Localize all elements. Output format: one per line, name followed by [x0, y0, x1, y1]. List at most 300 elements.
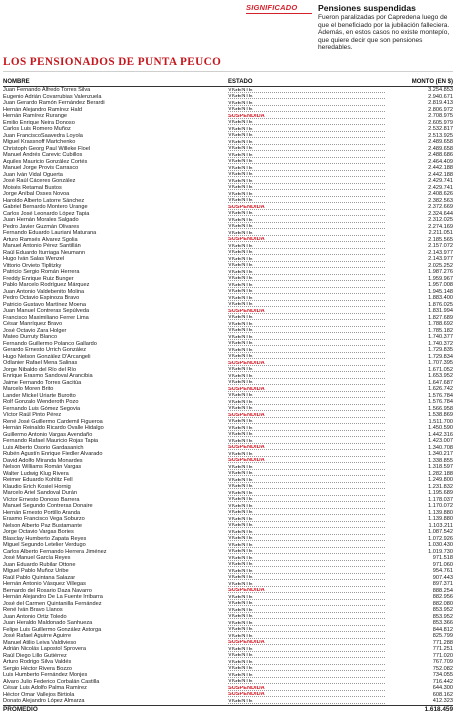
pension-amount: 2.157.072 [428, 243, 453, 249]
pension-status: VIGENTE [228, 393, 385, 398]
pensioner-name: Nelson Alberto Paz Bustamante [3, 522, 82, 529]
pensioner-name: Pedro Javier Guzmán Olivares [3, 223, 80, 230]
pension-status: VIGENTE [228, 276, 385, 281]
pension-status: VIGENTE [228, 432, 385, 437]
pensioner-name: Alvaro Julio Federico Corbalán Castilla [3, 678, 100, 685]
pension-amount: 907.443 [432, 574, 453, 581]
pension-amount: 1.987.276 [428, 269, 453, 275]
pension-status: VIGENTE [228, 582, 385, 587]
pension-amount: 716.442 [432, 678, 453, 685]
pensioner-name: Raúl Pablo Quintana Salazar [3, 574, 76, 581]
pension-amount: 882.080 [432, 600, 453, 607]
pensioner-name: Arturo Rodrigo Silva Valdés [3, 659, 72, 665]
pension-status: VIGENTE [228, 153, 385, 158]
pension-amount: 1.538.869 [428, 412, 453, 418]
pension-amount: 1.876.025 [428, 301, 453, 308]
pensioner-name: Adrián Nicolás Lapostol Sprovera [3, 646, 87, 652]
pension-amount: 2.211.051 [428, 230, 453, 236]
pension-status: VIGENTE [228, 88, 385, 93]
pensioner-name: Juan Fernando Alfredo Torres Silva [3, 87, 91, 93]
pension-status: VIGENTE [228, 673, 385, 678]
pension-amount: 1.442.316 [428, 431, 453, 438]
pensioner-name: Juan Eduardo Rubilar Ottone [3, 561, 76, 568]
pensioner-name: Carlos José Leonardo López Tapia [3, 210, 90, 217]
pension-status: VIGENTE [228, 478, 385, 483]
pension-status: SUSPENDIDA [228, 114, 385, 119]
pensioner-name: Sergio Héctor Rivera Bozzo [3, 665, 73, 672]
pensioner-name: Jaime Fernando Torres Gacitúa [3, 379, 82, 386]
pension-amount: 1.103.211 [428, 522, 453, 529]
average-label: PROMEDIO [3, 706, 38, 713]
pensioner-name: José Raúl Cáceres González [3, 178, 76, 184]
pension-amount: 897.371 [432, 581, 453, 587]
pension-amount: 1.785.182 [428, 327, 453, 334]
pension-amount: 1.740.377 [428, 334, 453, 340]
pension-status: VIGENTE [228, 575, 385, 580]
pension-amount: 1.959.967 [428, 275, 453, 282]
pension-status: VIGENTE [228, 380, 385, 385]
pension-amount: 1.740.372 [428, 340, 453, 347]
pension-status: VIGENTE [228, 653, 385, 658]
pension-status: VIGENTE [228, 146, 385, 151]
pension-amount: 853.952 [432, 613, 453, 620]
column-header-status: ESTADO [228, 79, 253, 85]
pension-amount: 2.708.975 [428, 113, 453, 119]
pensioner-name: Haroldo Alberto Latorre Sánchez [3, 197, 85, 204]
pensioner-name: Juan Heraldo Maldonado Sanhueza [3, 620, 93, 626]
pension-status: VIGENTE [228, 556, 385, 561]
pensioner-name: Miguel Pablo Muñoz Uribe [3, 568, 69, 574]
pensioner-name: Rubén Agustín Enrique Fiedler Alvarado [3, 451, 103, 457]
pension-amount: 2.489.658 [428, 145, 453, 152]
table-body [3, 87, 453, 705]
pension-status: VIGENTE [228, 484, 385, 489]
pension-status: VIGENTE [228, 133, 385, 138]
column-header-name: NOMBRE [3, 79, 30, 85]
pension-status: VIGENTE [228, 406, 385, 411]
pension-status: VIGENTE [228, 374, 385, 379]
pensioner-name: Patricio Gustavo Martínez Moena [3, 301, 87, 308]
pension-amount: 1.831.994 [428, 308, 453, 314]
pension-amount: 608.162 [432, 691, 453, 698]
pension-amount: 1.019.730 [428, 548, 453, 555]
pension-status: VIGENTE [228, 179, 385, 184]
pension-status: VIGENTE [228, 211, 385, 216]
pension-amount: 2.372.669 [428, 204, 453, 210]
pension-status: SUSPENDIDA [228, 205, 385, 210]
pensioner-name: Hernán Reinaldo Ricardo Ovalle Hidalgo [3, 425, 104, 431]
pensioner-name: Miguel Krassnoff Martchenko [3, 139, 76, 145]
pensioner-name: Hernán Antonio Vásquez Villegas [3, 581, 86, 587]
pensioner-name: Manuel Atilio Leiva Valdivieso [3, 639, 77, 646]
pensioner-name: Juan Hernán Morales Salgado [3, 217, 79, 223]
pension-amount: 844.812 [432, 626, 453, 633]
pension-amount: 1.671.052 [428, 366, 453, 373]
pensioner-name: Nelson Williams Román Vargas [3, 464, 82, 470]
pension-status: VIGENTE [228, 660, 385, 665]
pension-status: VIGENTE [228, 218, 385, 223]
pensioner-name: Víctor Raúl Pinto Pérez [3, 412, 62, 418]
pensioner-name: Fernando Guillermo Polanco Gallardo [3, 340, 97, 347]
pension-status: VIGENTE [228, 231, 385, 236]
pension-amount: 767.709 [432, 659, 453, 665]
pension-amount: 412.323 [432, 698, 453, 704]
pensioner-name: Emilio Enrique Neira Donoso [3, 119, 75, 126]
pension-status: SUSPENDIDA [228, 692, 385, 697]
pension-amount: 771.020 [432, 652, 453, 659]
pension-amount: 2.429.741 [428, 178, 453, 184]
pensioner-name: Donato Alejandro López Almarza [3, 698, 85, 704]
pensioner-name: Fernando Rafael Mauricio Rojas Tapia [3, 438, 99, 444]
pensioner-name: Hernán Ernesto Portillo Aranda [3, 509, 81, 516]
column-header-amount: MONTO (EN $) [411, 79, 453, 85]
pensioner-name: Hugo Nelson González D'Arcangeli [3, 353, 91, 360]
pensioner-name: Juan FranciscoSaavedra Loyola [3, 132, 83, 139]
pension-status: VIGENTE [228, 634, 385, 639]
pension-amount: 2.143.977 [428, 256, 453, 262]
pensioner-name: René José Guillermo Cardemil Figueroa [3, 418, 103, 425]
pension-status: VIGENTE [228, 614, 385, 619]
pension-status: VIGENTE [228, 621, 385, 626]
pension-status: VIGENTE [228, 283, 385, 288]
pension-status: VIGENTE [228, 627, 385, 632]
pension-status: VIGENTE [228, 543, 385, 548]
pension-status: SUSPENDIDA [228, 458, 385, 463]
pension-amount: 752.082 [432, 665, 453, 672]
pension-status: VIGENTE [228, 452, 385, 457]
pension-amount: 2.605.979 [428, 119, 453, 126]
pension-amount: 2.324.644 [428, 210, 453, 217]
pension-amount: 882.956 [432, 594, 453, 600]
pensioner-name: Arturo Ramsés Álvarez Sgolia [3, 236, 78, 243]
pension-amount: 1.883.400 [428, 295, 453, 301]
pension-amount: 2.274.169 [428, 223, 453, 230]
average-row [3, 705, 453, 714]
pensioner-name: Erasmo Francisco Vega Soburzo [3, 516, 85, 522]
pensioner-name: Marcelo Moren Brito [3, 386, 54, 392]
pension-status: SUSPENDIDA [228, 640, 385, 645]
pensioner-name: Héctor Omar Vallejos Birtiola [3, 691, 75, 698]
pension-amount: 1.087.542 [428, 529, 453, 535]
pensioner-name: Guillermo Antonio Vargas Avendaño [3, 431, 93, 438]
info-box-title: Pensiones suspendidas [318, 3, 416, 13]
pension-status: VIGENTE [228, 166, 385, 171]
pensioner-name: Walter Ludwig Klug Rivera [3, 470, 69, 477]
average-value: 1.618.459 [424, 706, 453, 713]
pension-status: VIGENTE [228, 666, 385, 671]
pension-amount: 825.799 [432, 633, 453, 639]
pension-amount: 971.060 [432, 561, 453, 568]
pension-status: VIGENTE [228, 250, 385, 255]
pension-status: VIGENTE [228, 491, 385, 496]
pension-status: VIGENTE [228, 354, 385, 359]
pensioner-name: Carlos Alberto Fernando Herrera Jiménez [3, 548, 107, 555]
pension-status: VIGENTE [228, 348, 385, 353]
pension-status: VIGENTE [228, 497, 385, 502]
pensioner-name: José Rafael Aguirre Aguirre [3, 633, 72, 639]
pension-amount: 1.139.880 [428, 509, 453, 516]
pension-amount: 2.464.409 [428, 158, 453, 165]
pension-amount: 2.532.817 [428, 126, 453, 132]
pensioner-name: Reimer Eduardo Kohlitz Fell [3, 477, 73, 483]
pension-amount: 1.340.217 [428, 451, 453, 457]
pension-amount: 1.511.700 [428, 418, 453, 425]
pension-status: VIGENTE [228, 679, 385, 684]
pensioner-name: René Iván Bravo Llanos [3, 607, 63, 613]
pension-amount: 1.729.835 [428, 347, 453, 353]
pensioner-name: Manuel Antonio Pérez Santillán [3, 243, 81, 249]
pension-status: VIGENTE [228, 198, 385, 203]
pension-amount: 1.178.037 [428, 496, 453, 503]
pension-status: VIGENTE [228, 471, 385, 476]
pension-amount: 2.442.188 [428, 171, 453, 178]
pension-status: VIGENTE [228, 185, 385, 190]
pensioner-name: Juan Antonio Ortiz Toledo [3, 613, 67, 620]
pension-amount: 1.566.958 [428, 405, 453, 412]
pension-amount: 954.761 [432, 568, 453, 574]
pensioner-name: Jorge Aníbal Osses Novoa [3, 191, 70, 197]
pensioner-name: Mateo Durruty Blanco [3, 334, 58, 340]
pensioner-name: Juan Antonio Valdebenito Molina [3, 288, 85, 295]
pension-amount: 2.382.563 [428, 197, 453, 204]
pension-status: VIGENTE [228, 192, 385, 197]
pension-amount: 2.488.686 [428, 152, 453, 158]
pension-amount: 1.338.855 [428, 457, 453, 464]
pension-status: VIGENTE [228, 595, 385, 600]
pension-status: VIGENTE [228, 315, 385, 320]
page-title: LOS PENSIONADOS DE PUNTA PEUCO [3, 56, 222, 68]
pension-status: VIGENTE [228, 120, 385, 125]
pension-status: VIGENTE [228, 562, 385, 567]
pension-amount: 1.072.926 [428, 535, 453, 542]
pension-amount: 2.312.025 [428, 217, 453, 223]
pension-status: VIGENTE [228, 159, 385, 164]
pension-status: VIGENTE [228, 341, 385, 346]
pensioner-name: David Adolfo Miranda Monardes [3, 457, 83, 464]
pensioner-name: Rolf Gonzalo Wenderoth Pozo [3, 399, 79, 405]
pension-status: SUSPENDIDA [228, 588, 385, 593]
pension-status: VIGENTE [228, 439, 385, 444]
pension-amount: 2.489.658 [428, 139, 453, 145]
pensioner-name: Blasclay Humberto Zapata Reyes [3, 535, 87, 542]
pension-amount: 1.626.742 [428, 386, 453, 392]
title-divider [3, 71, 453, 72]
pension-status: VIGENTE [228, 504, 385, 509]
pensioner-name: Freddy Enrique Ruiz Bunger [3, 275, 74, 282]
pensioner-name: Fernando Luis Gómez Segovia [3, 405, 81, 412]
pensioner-name: Jorge Octavio Vargas Bories [3, 529, 74, 535]
pension-amount: 1.195.689 [428, 490, 453, 496]
pension-status: SUSPENDIDA [228, 413, 385, 418]
pension-amount: 1.788.692 [428, 321, 453, 327]
pensioner-name: Juan Manuel Contreras Sepúlveda [3, 308, 90, 314]
pension-amount: 2.408.626 [428, 191, 453, 197]
pension-status: SUSPENDIDA [228, 686, 385, 691]
pension-status: VIGENTE [228, 328, 385, 333]
pensioner-name: Víctor Ernesto Donoso Barrera [3, 496, 80, 503]
pensioner-name: Aquiles Mauricio González Cortés [3, 158, 88, 165]
pension-status: SUSPENDIDA [228, 387, 385, 392]
pensioner-name: Juan Iván Vidal Oguerta [3, 171, 63, 178]
pensioner-name: Luis Humberto Fernández Monjes [3, 672, 88, 678]
pension-amount: 1.576.784 [428, 392, 453, 399]
pensioner-name: Odlanier Rafael Mena Salinas [3, 360, 78, 366]
pension-status: VIGENTE [228, 322, 385, 327]
pension-amount: 1.282.188 [428, 470, 453, 477]
section-divider [246, 13, 312, 14]
pension-status: SUSPENDIDA [228, 309, 385, 314]
pension-status: VIGENTE [228, 127, 385, 132]
pensioner-name: Carlos Luis Romero Muñoz [3, 126, 71, 132]
pension-status: VIGENTE [228, 263, 385, 268]
pensioner-name: Luis Alberto Osorio Gardasanich [3, 444, 84, 451]
pensioner-name: Fernando Eduardo Lauriani Maturana [3, 230, 97, 236]
pensioner-name: Miguel Segundo Letelier Verdugo [3, 542, 86, 548]
pensioner-name: Manuel Jorge Provis Carrasco [3, 165, 79, 171]
pension-status: VIGENTE [228, 94, 385, 99]
pensioner-name: Hernán Ramírez Rurange [3, 113, 68, 119]
pension-status: VIGENTE [228, 419, 385, 424]
pension-status: VIGENTE [228, 569, 385, 574]
pension-status: SUSPENDIDA [228, 361, 385, 366]
pension-amount: 853.366 [432, 620, 453, 626]
pensioner-name: Manuel Segundo Contreras Donaire [3, 503, 93, 509]
pensioner-name: Eugenio Adrián Covarrubias Valenzuela [3, 93, 102, 100]
pension-amount: 2.940.671 [428, 93, 453, 100]
pensioner-name: Hernán Alejandro Ramírez Hald [3, 106, 82, 113]
pensioner-name: José Manuel García Reyes [3, 555, 71, 561]
pension-status: VIGENTE [228, 289, 385, 294]
pension-status: SUSPENDIDA [228, 445, 385, 450]
pension-amount: 1.030.430 [428, 542, 453, 548]
pension-amount: 2.819.413 [428, 100, 453, 106]
pension-status: VIGENTE [228, 335, 385, 340]
pension-amount: 2.143.977 [428, 249, 453, 256]
pension-amount: 2.513.925 [428, 132, 453, 139]
pension-status: VIGENTE [228, 296, 385, 301]
pension-amount: 734.055 [432, 672, 453, 678]
pensioner-name: Bernardo del Rosario Daza Navarro [3, 587, 92, 594]
pensioner-name: Vittorio Orvieto Tiplitzky [3, 262, 62, 269]
table-row [3, 698, 453, 705]
pension-status: VIGENTE [228, 523, 385, 528]
pensioner-name: Marcelo Ariel Sandoval Durán [3, 490, 77, 496]
table-header [3, 75, 453, 87]
pension-status: VIGENTE [228, 601, 385, 606]
pension-amount: 1.423.007 [428, 438, 453, 444]
pension-status: VIGENTE [228, 107, 385, 112]
pension-status: VIGENTE [228, 257, 385, 262]
pension-status: VIGENTE [228, 536, 385, 541]
pensioner-name: José Octavio Zara Holger [3, 327, 67, 334]
pensioner-name: Jorge Nibaldo del Río del Río [3, 366, 77, 373]
pensioner-name: Lander Mickel Uriarte Burotto [3, 392, 76, 399]
pension-amount: 2.185.565 [428, 236, 453, 243]
pension-status: VIGENTE [228, 549, 385, 554]
pension-status: VIGENTE [228, 367, 385, 372]
pensioner-name: Raúl Eduardo Iturriaga Neumann [3, 249, 86, 256]
pension-amount: 2.025.252 [428, 262, 453, 269]
pension-amount: 1.827.689 [428, 314, 453, 321]
section-label: SIGNIFICADO [246, 3, 298, 12]
pension-amount: 1.231.832 [428, 483, 453, 490]
pensioner-name: César Manríquez Bravo [3, 321, 63, 327]
pension-amount: 3.254.853 [428, 87, 453, 93]
pension-status: VIGENTE [228, 224, 385, 229]
pension-status: VIGENTE [228, 140, 385, 145]
pension-amount: 1.576.784 [428, 399, 453, 405]
pensioner-name: Christoph Georg Paul Willeke Floel [3, 145, 91, 152]
pension-status: VIGENTE [228, 244, 385, 249]
pension-status: VIGENTE [228, 426, 385, 431]
pension-amount: 1.729.834 [428, 353, 453, 360]
pensioner-name: Hugo Iván Salas Wenzel [3, 256, 65, 262]
pension-amount: 1.139.880 [428, 516, 453, 522]
pensioner-name: Felipe Luis Guillermo González Astorga [3, 626, 102, 633]
pension-status: VIGENTE [228, 608, 385, 613]
pension-amount: 2.429.741 [428, 184, 453, 191]
pension-amount: 2.442.188 [428, 165, 453, 171]
pension-status: VIGENTE [228, 510, 385, 515]
pensioner-name: Hernán Alejandro De La Fuente Irribarra [3, 594, 103, 600]
pension-amount: 1.170.072 [428, 503, 453, 509]
pension-status: VIGENTE [228, 517, 385, 522]
pensioner-name: Gabriel Bernardo Montero Urange [3, 204, 88, 210]
pensioner-name: Juan Gerardo Ramón Fernández Berardi [3, 100, 105, 106]
pensioners-table [3, 75, 453, 714]
pension-amount: 771.251 [432, 646, 453, 652]
pensioner-name: Manuel Andrés Carevic Cubillos [3, 152, 83, 158]
pensioner-name: Moisés Retamal Bustos [3, 184, 62, 191]
pensioner-name: Francisco Maximiliano Ferrer Lima [3, 314, 89, 321]
pension-amount: 1.249.800 [428, 477, 453, 483]
pensioner-name: Gerardo Ernesto Urrich González [3, 347, 87, 353]
pension-status: VIGENTE [228, 530, 385, 535]
pensioner-name: Raúl Diego Lillo Gutiérrez [3, 652, 67, 659]
pension-status: VIGENTE [228, 302, 385, 307]
pensioner-name: Klaudio Erich Kosiel Hornig [3, 483, 71, 490]
pensioner-name: Patricio Sergio Román Herrera [3, 269, 80, 275]
pension-status: VIGENTE [228, 699, 385, 704]
pension-amount: 853.952 [432, 607, 453, 613]
pensioner-name: José del Carmen Quintanilla Fernández [3, 600, 102, 607]
info-box-text: Fueron paralizadas por Capredena luego de que el beneficiado por la jubilación falleciera. Además, en estos casos no existe montepío, que quiere decir que son pensiones heredables. [318, 14, 450, 51]
pension-amount: 1.707.395 [428, 360, 453, 366]
pension-status: VIGENTE [228, 101, 385, 106]
pension-status: VIGENTE [228, 172, 385, 177]
pension-status: SUSPENDIDA [228, 237, 385, 242]
pension-status: VIGENTE [228, 270, 385, 275]
pension-amount: 1.945.148 [428, 288, 453, 295]
pensioner-name: Enrique Erasmo Sandoval Arancibia [3, 373, 93, 379]
pension-amount: 971.518 [432, 555, 453, 561]
info-box [318, 3, 454, 52]
pension-amount: 644.300 [432, 685, 453, 691]
pensioner-name: Pablo Marcelo Rodríguez Márquez [3, 282, 90, 288]
pension-status: VIGENTE [228, 465, 385, 470]
pension-amount: 1.957.008 [428, 282, 453, 288]
pension-amount: 1.450.590 [428, 425, 453, 431]
pension-amount: 1.647.687 [428, 379, 453, 386]
pension-status: VIGENTE [228, 647, 385, 652]
pensioner-name: César Luis Adolfo Palma Ramírez [3, 685, 87, 691]
pension-amount: 1.340.708 [428, 444, 453, 451]
pension-amount: 888.254 [432, 587, 453, 594]
pension-amount: 771.288 [432, 639, 453, 646]
pension-status: VIGENTE [228, 400, 385, 405]
pension-amount: 2.806.972 [428, 106, 453, 113]
pension-amount: 1.318.597 [428, 464, 453, 470]
